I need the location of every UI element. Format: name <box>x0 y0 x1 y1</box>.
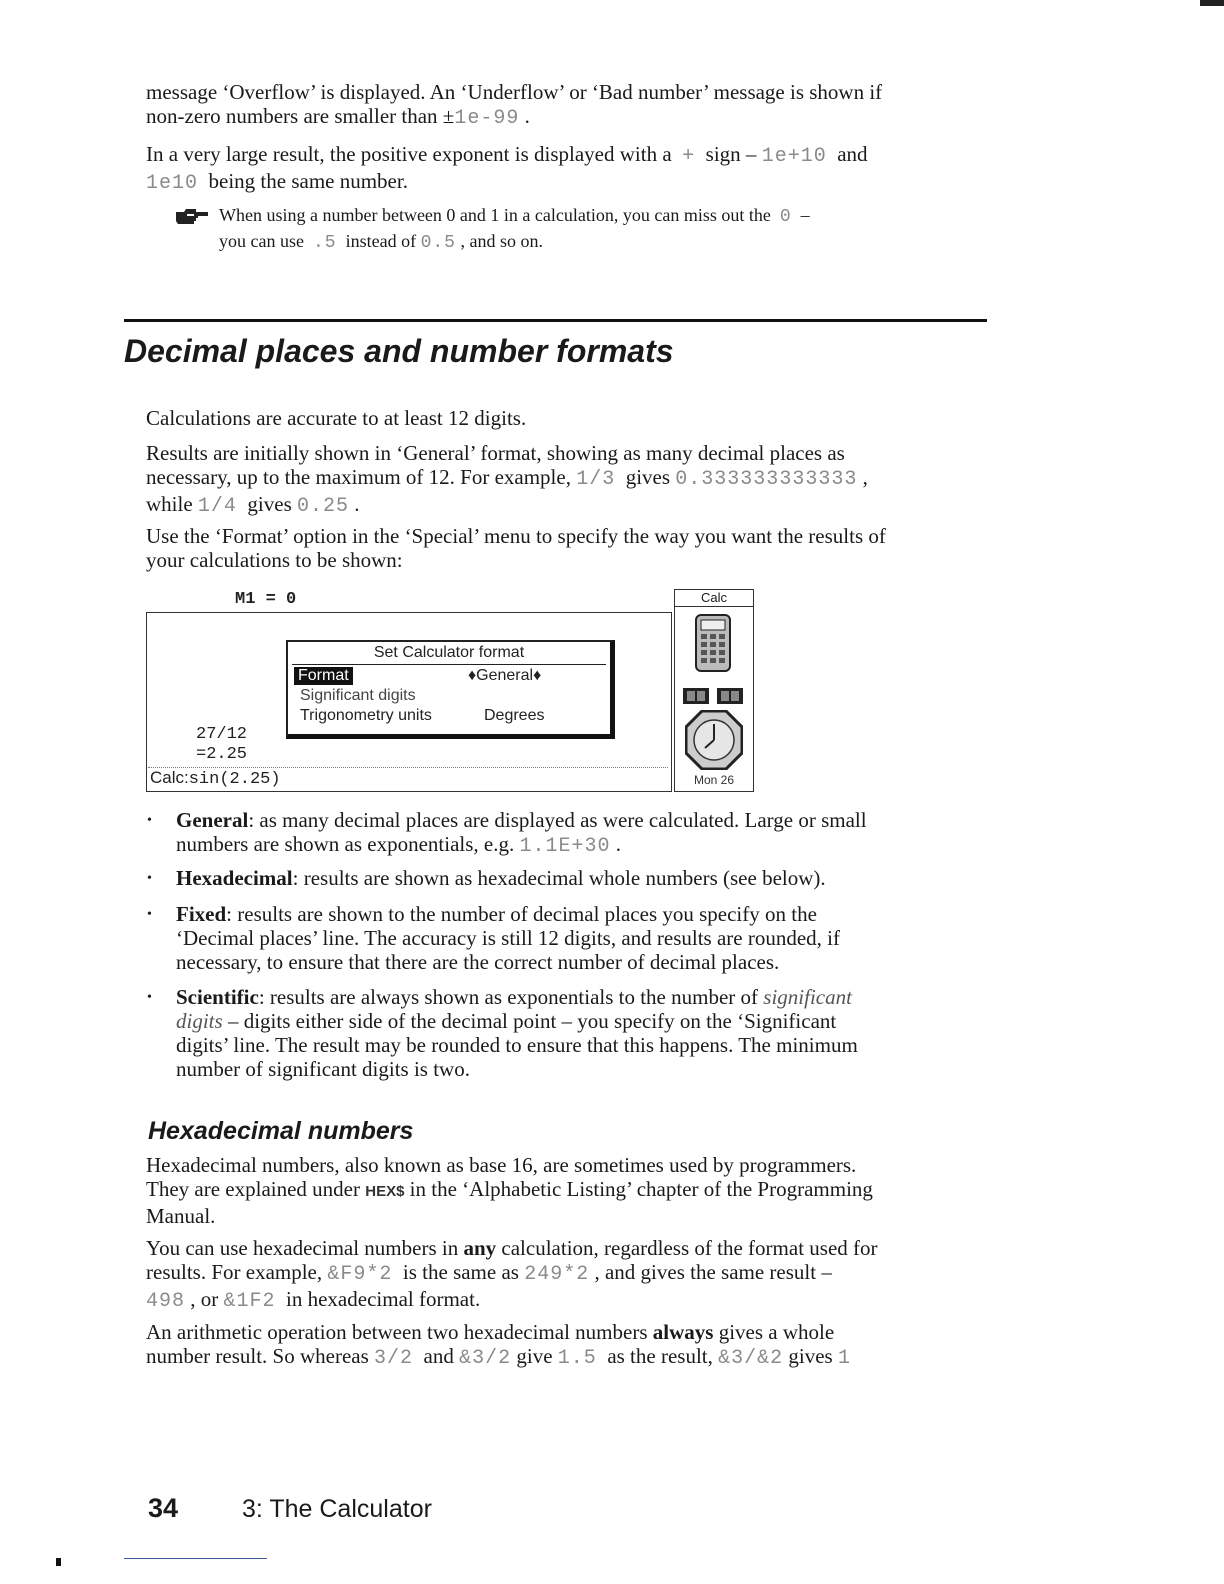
bullet-general: General: as many decimal places are displayed as were calculated. Large or small numbers are shown as exponentials, e.g. 1.1E+30 . <box>176 808 867 858</box>
calc-history-line-2: =2.25 <box>196 745 248 764</box>
calc-input-line[interactable] <box>150 768 281 789</box>
page-number: 34 <box>148 1493 179 1523</box>
status-panel-title: Calc <box>675 590 753 607</box>
section-paragraph-3: Use the ‘Format’ option in the ‘Special’ menu to specify the way you want the results of your calculations to be shown: <box>146 524 886 572</box>
bullet-marker: • <box>147 907 152 922</box>
section-paragraph-2: Results are initially shown in ‘General’ format, showing as many decimal places as necessary, up to the maximum of 12. For example, 1/3 gives 0.333333333333 , while 1/4 gives 0.25 . <box>146 441 868 518</box>
hex-subheading: Hexadecimal numbers <box>148 1117 414 1145</box>
bullet-fixed: Fixed: results are shown to the number of decimal places you specify on the ‘Decimal places’ line. The accuracy is still 12 digits, and results are rounded, if necessary, to ensure that there are the correct number of decimal places. <box>176 902 841 974</box>
calc-prompt: Calc: <box>150 768 189 787</box>
corner-dot <box>56 1558 61 1566</box>
format-field-label[interactable]: Format <box>294 667 353 685</box>
hex-paragraph-3: An arithmetic operation between two hexadecimal numbers always gives a whole number result. So whereas 3/2 and &3/2 give 1.5 as the result, &3/&2 gives 1 <box>146 1320 851 1370</box>
section-rule <box>124 319 987 322</box>
calculator-icon <box>695 614 731 677</box>
section-paragraph-1: Calculations are accurate to at least 12 digits. <box>146 406 527 430</box>
hex-paragraph-2: You can use hexadecimal numbers in any calculation, regardless of the format used for results. For example, &F9*2 is the same as 249*2 , and gives the same result – 498 , or &1F2 in hexadecimal format. <box>146 1236 878 1313</box>
bullet-hexadecimal: Hexadecimal: results are shown as hexadecimal whole numbers (see below). <box>176 866 826 890</box>
format-field-value[interactable]: ♦General♦ <box>468 667 542 684</box>
calculator-screenshot <box>146 587 754 792</box>
status-date: Mon 26 <box>693 773 735 787</box>
bullet-marker: • <box>147 813 152 828</box>
bullet-scientific: Scientific: results are always shown as exponentials to the number of significant digits – digits either side of the decimal point – you specify on the ‘Significant digits’ line. The result may be rounded to ensure that this happens. The minimum number of significant digits is two. <box>176 985 858 1081</box>
dialog-title: Set Calculator format <box>292 642 606 665</box>
corner-mark <box>1200 0 1224 6</box>
memory-indicator-icon <box>683 688 745 709</box>
format-dialog <box>286 640 615 739</box>
calc-history-line-1: 27/12 <box>196 725 248 744</box>
memory-readout: M1 = 0 <box>235 590 297 609</box>
clock-icon <box>685 710 743 775</box>
trig-units-value[interactable]: Degrees <box>484 707 545 724</box>
trig-units-label[interactable]: Trigonometry units <box>300 707 432 724</box>
note-text: When using a number between 0 and 1 in a calculation, you can miss out the 0 – you can use .5 instead of 0.5 , and so on. <box>219 205 810 253</box>
chapter-title: 3: The Calculator <box>242 1495 432 1523</box>
significant-digits-label[interactable]: Significant digits <box>300 687 416 704</box>
pointing-hand-icon <box>174 207 214 227</box>
intro-paragraph-2: In a very large result, the positive exponent is displayed with a + sign – 1e+10 and 1e10 being the same number. <box>146 142 868 195</box>
calc-expression: sin(2.25) <box>188 770 281 789</box>
status-panel <box>674 589 754 792</box>
footer-rule <box>124 1558 267 1559</box>
intro-paragraph-1: message ‘Overflow’ is displayed. An ‘Underflow’ or ‘Bad number’ message is shown if non-zero numbers are smaller than ±1e-99 . <box>146 80 883 130</box>
hex-paragraph-1: Hexadecimal numbers, also known as base 16, are sometimes used by programmers. They are explained under HEX$ in the ‘Alphabetic Listing’ chapter of the Programming Manual. <box>146 1153 873 1228</box>
bullet-marker: • <box>147 871 152 886</box>
section-title: Decimal places and number formats <box>124 333 674 369</box>
bullet-marker: • <box>147 990 152 1005</box>
